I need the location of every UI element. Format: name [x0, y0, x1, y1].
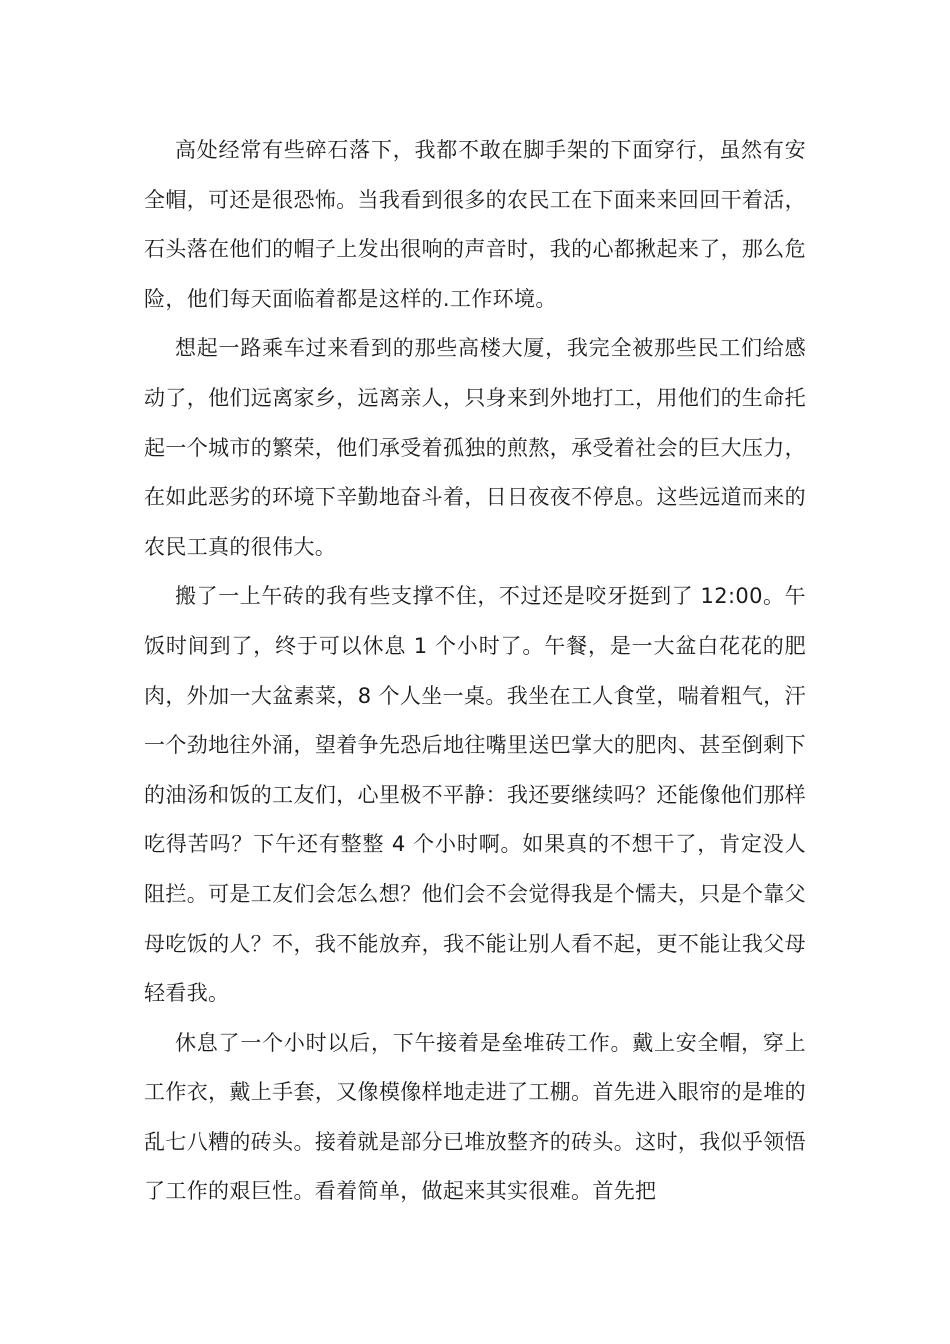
paragraph: 高处经常有些碎石落下，我都不敢在脚手架的下面穿行，虽然有安全帽，可还是很恐怖。当我看到很多的农民工在下面来来回回干着活，石头落在他们的帽子上发出很响的声音时，我的心都揪起来了，那么危险，他们每天面临着都是这样的.工作环境。	[144, 138, 806, 311]
document-body	[144, 126, 806, 1217]
paragraph: 想起一路乘车过来看到的那些高楼大厦，我完全被那些民工们给感动了，他们远离家乡，远离亲人，只身来到外地打工，用他们的生命托起一个城市的繁荣，他们承受着孤独的煎熬，承受着社会的巨大压力，在如此恶劣的环境下辛勤地奋斗着，日日夜夜不停息。这些远道而来的农民工真的很伟大。	[144, 336, 806, 559]
paragraph: 休息了一个小时以后，下午接着是垒堆砖工作。戴上安全帽，穿上工作衣，戴上手套，又像模像样地走进了工棚。首先进入眼帘的是堆的乱七八糟的砖头。接着就是部分已堆放整齐的砖头。这时，我似乎领悟了工作的艰巨性。看着简单，做起来其实很难。首先把	[144, 1030, 806, 1204]
paragraph: 搬了一上午砖的我有些支撑不住，不过还是咬牙挺到了 12:00。午饭时间到了，终于可以休息 1 个小时了。午餐，是一大盆白花花的肥肉，外加一大盆素菜，8 个人坐一桌。我坐在工人食堂，喘着粗气，汗一个劲地往外涌，望着争先恐后地往嘴里送巴掌大的肥肉、甚至倒剩下的油汤和饭的工友们，心里极不平静：我还要继续吗？还能像他们那样吃得苦吗？下午还有整整 4 个小时啊。如果真的不想干了，肯定没人阻拦。可是工友们会怎么想？他们会不会觉得我是个懦夫，只是个靠父母吃饭的人？不，我不能放弃，我不能让别人看不起，更不能让我父母轻看我。	[144, 584, 806, 1006]
